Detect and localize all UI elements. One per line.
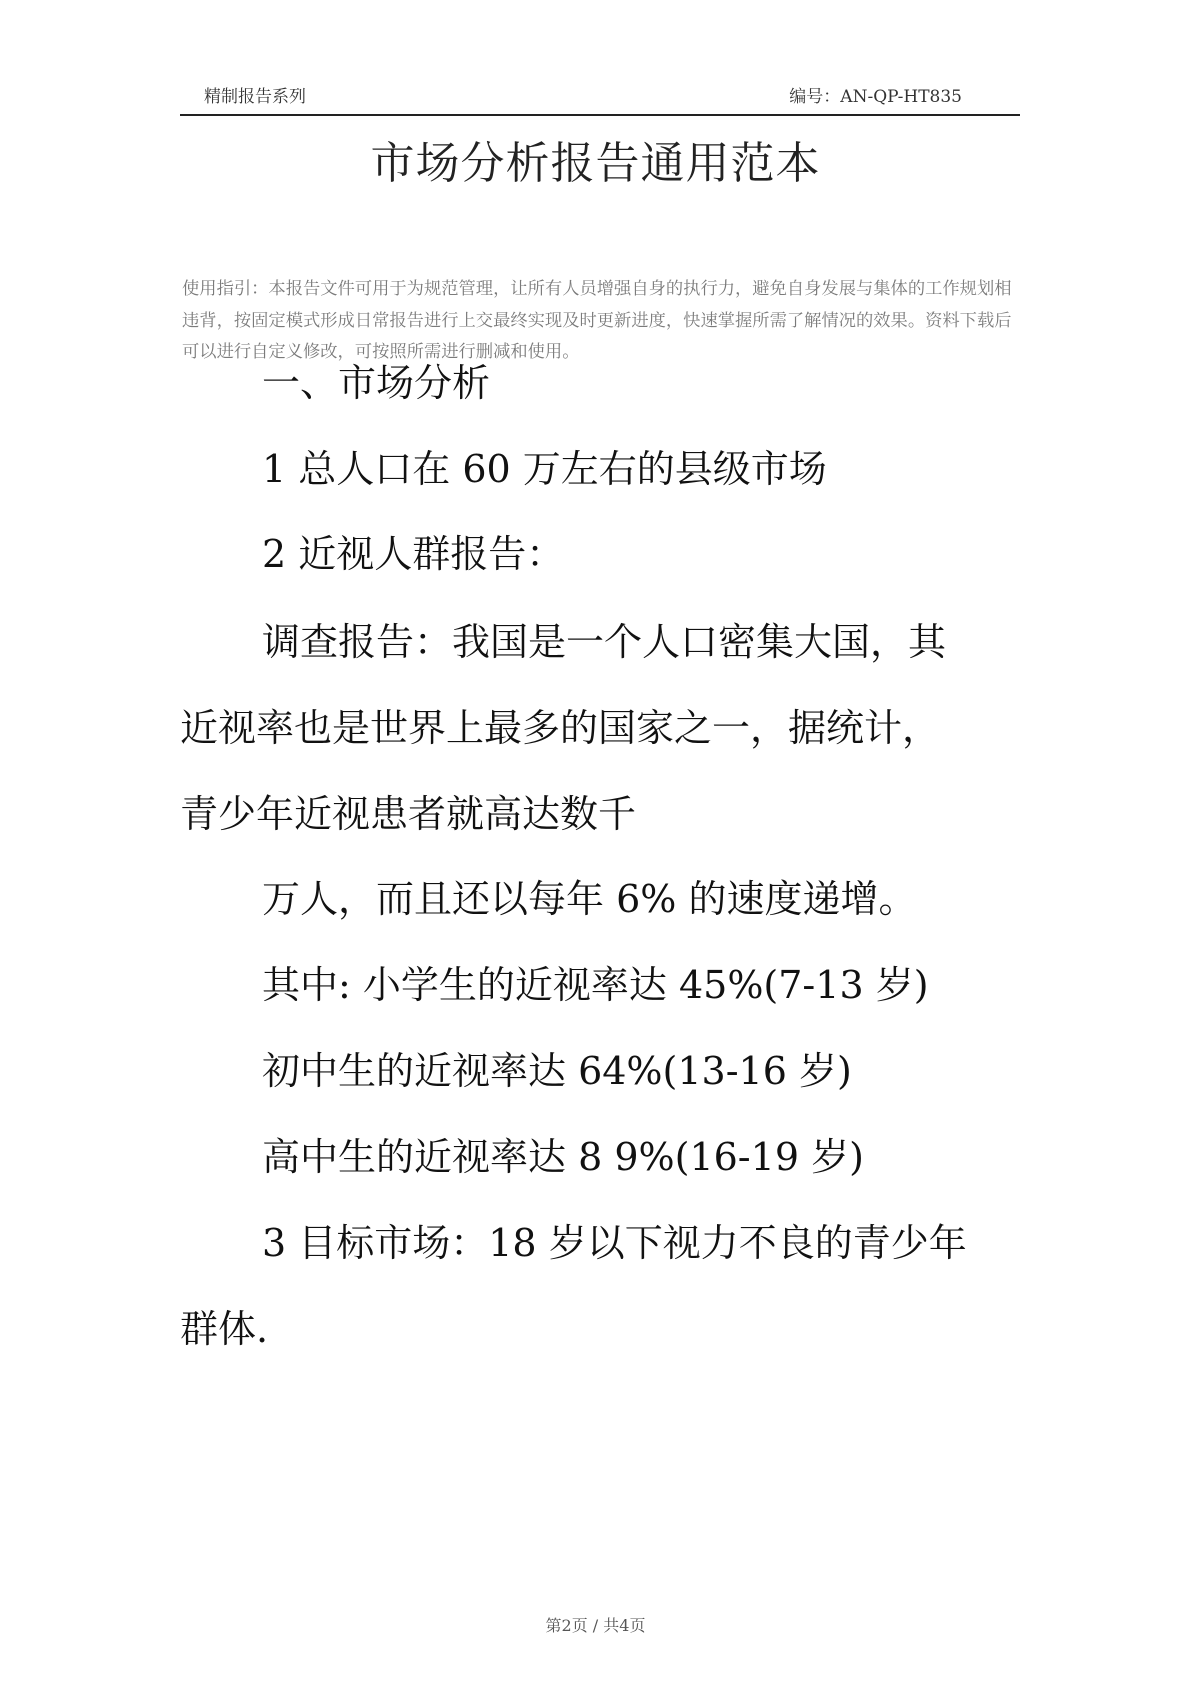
header-document-number: 编号：AN-QP-HT835 <box>789 87 962 107</box>
page-header <box>180 80 1020 116</box>
document-title: 市场分析报告通用范本 <box>370 138 821 189</box>
section-heading-market-analysis: 一、市场分析 <box>262 361 491 405</box>
body-line-survey-3: 青少年近视患者就高达数千 <box>180 792 637 836</box>
body-line-myopia-report-heading: 2 近视人群报告： <box>262 532 565 576</box>
body-line-high-school-rate: 高中生的近视率达 8 9%(16-19 岁) <box>262 1135 864 1179</box>
body-line-population: 1 总人口在 60 万左右的县级市场 <box>262 447 827 491</box>
header-series-label: 精制报告系列 <box>204 87 306 107</box>
body-line-survey-4: 万人，而且还以每年 6% 的速度递增。 <box>262 877 917 921</box>
usage-guide-paragraph: 使用指引：本报告文件可用于为规范管理，让所有人员增强自身的执行力，避免自身发展与集体的工作规划相违背，按固定模式形成日常报告进行上交最终实现及时更新进度，快速掌握所需了解情况的效果。资料下载后可以进行自定义修改，可按照所需进行删减和使用。 <box>182 279 1012 362</box>
body-line-middle-school-rate: 初中生的近视率达 64%(13-16 岁) <box>262 1049 852 1093</box>
body-line-survey-2: 近视率也是世界上最多的国家之一，据统计， <box>180 706 941 750</box>
body-line-survey-1: 调查报告：我国是一个人口密集大国，其 <box>262 620 947 664</box>
page-number-footer: 第2页 / 共4页 <box>545 1616 646 1635</box>
body-line-primary-school-rate: 其中: 小学生的近视率达 45%(7-13 岁) <box>262 963 929 1007</box>
body-line-target-market: 3 目标市场：18 岁以下视力不良的青少年 <box>262 1221 967 1265</box>
body-line-target-market-cont: 群体. <box>180 1307 269 1351</box>
